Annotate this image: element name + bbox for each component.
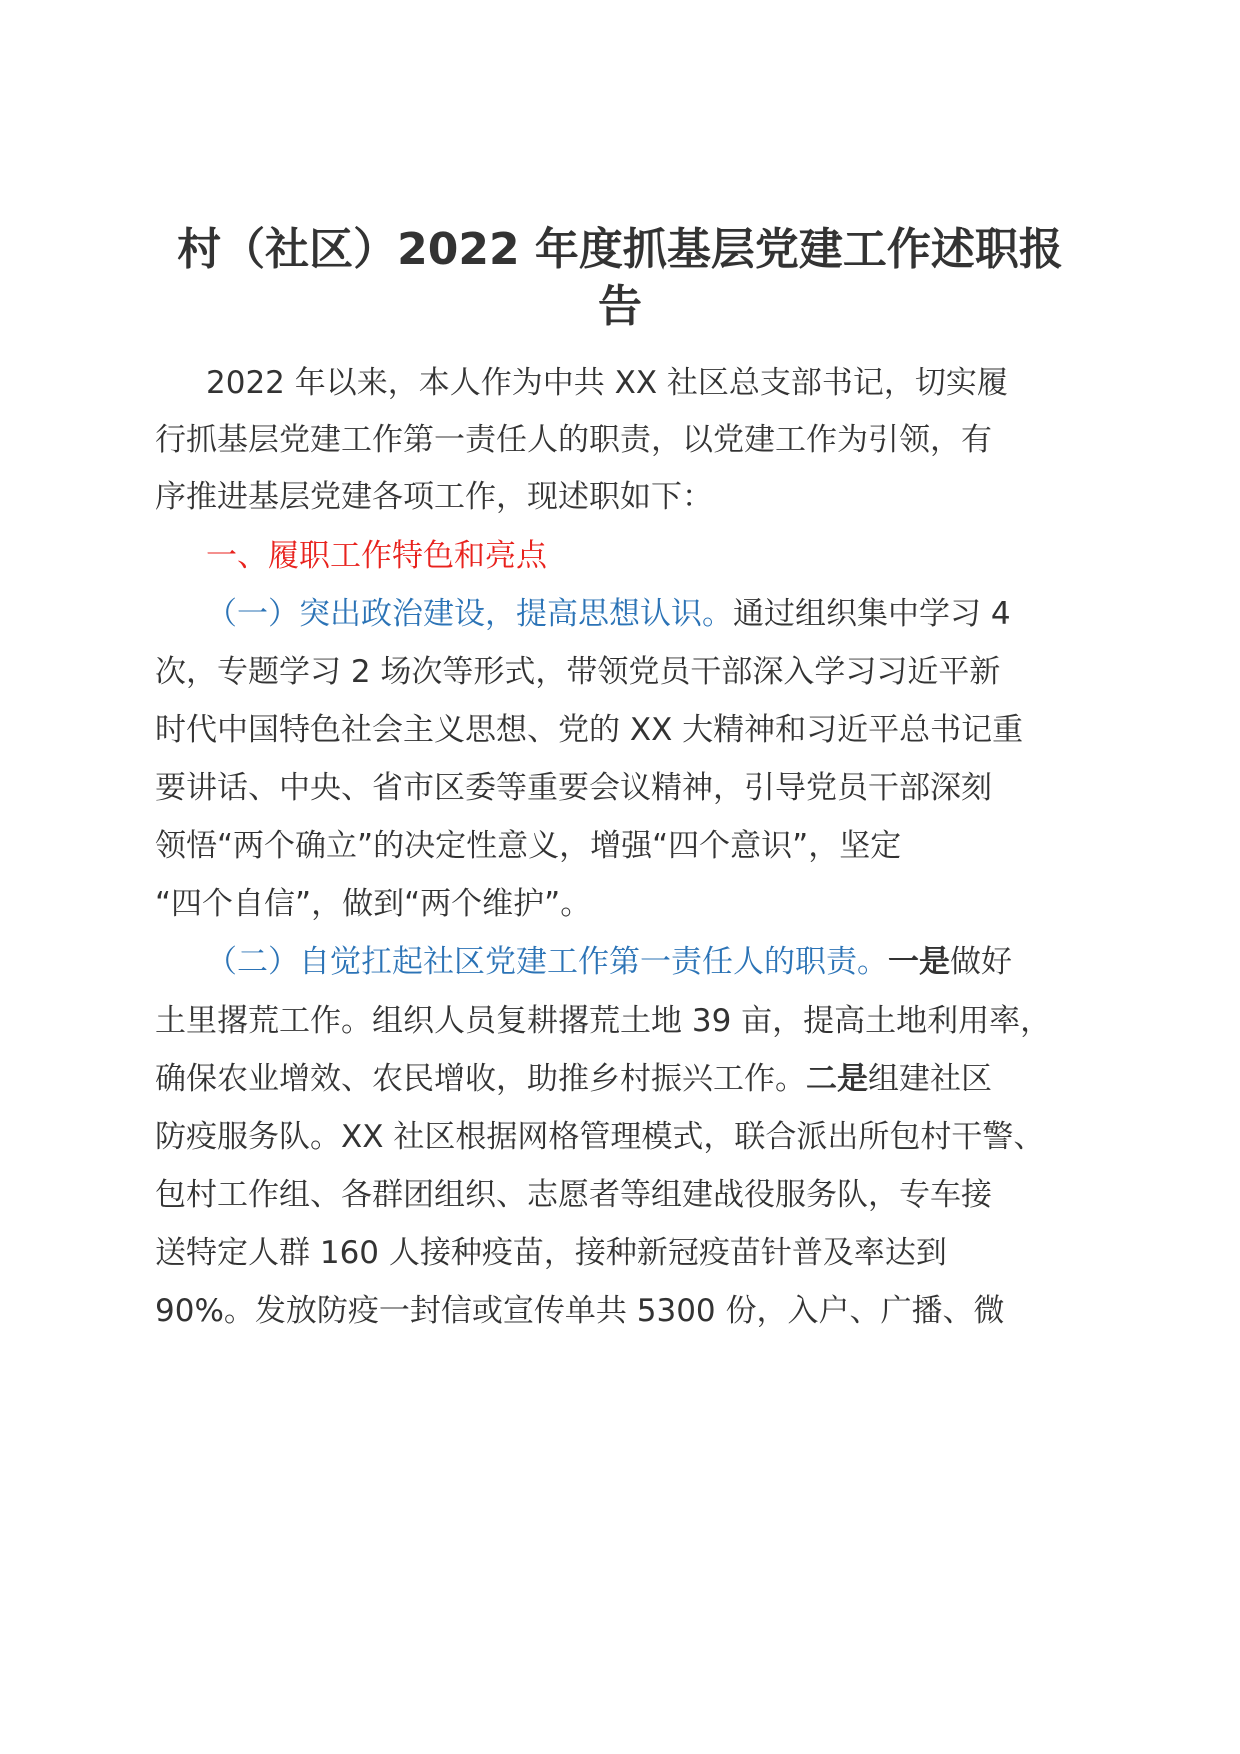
sub1-line-3: 时代中国特色社会主义思想、党的 XX 大精神和习近平总书记重	[155, 712, 1024, 748]
sub1-line-4: 要讲话、中央、省市区委等重要会议精神，引导党员干部深刻	[155, 770, 992, 806]
sub1-line-5: 领悟“两个确立”的决定性意义，增强“四个意识”，坚定	[155, 828, 902, 864]
sub1-line-2: 次，专题学习 2 场次等形式，带领党员干部深入学习习近平新	[155, 654, 1001, 690]
sub2-first-rest: 做好	[950, 944, 1012, 980]
sub2-line-5: 包村工作组、各群团组织、志愿者等组建战役服务队，专车接	[155, 1177, 992, 1213]
sub2-line-4: 防疫服务队。XX 社区根据网格管理模式，联合派出所包村干警、	[155, 1119, 1045, 1155]
sub2-first-bold: 一是	[888, 944, 950, 980]
section-1-heading: 一、履职工作特色和亮点	[206, 538, 547, 574]
intro-line-1: 2022 年以来，本人作为中共 XX 社区总支部书记，切实履	[206, 365, 1008, 401]
sub2-line-3	[155, 1061, 992, 1097]
sub2-line-3-bold: 二是	[806, 1061, 868, 1097]
sub2-first-line	[206, 944, 1012, 980]
document-title-line-1: 村（社区）2022 年度抓基层党建工作述职报	[177, 224, 1063, 275]
intro-line-2: 行抓基层党建工作第一责任人的职责，以党建工作为引领，有	[155, 422, 992, 458]
intro-line-3: 序推进基层党建各项工作，现述职如下：	[155, 479, 713, 515]
sub2-line-3-rest: 组建社区	[868, 1061, 992, 1097]
sub2-line-2: 土里撂荒工作。组织人员复耕撂荒土地 39 亩，提高土地利用率，	[155, 1003, 1052, 1039]
document-title-line-2: 告	[598, 281, 642, 332]
sub2-line-3-text: 确保农业增效、农民增收，助推乡村振兴工作。	[155, 1061, 806, 1097]
sub1-first-line-text: 通过组织集中学习 4	[733, 596, 1011, 632]
sub1-first-line	[206, 596, 1011, 632]
sub2-heading: （二）自觉扛起社区党建工作第一责任人的职责。	[206, 944, 888, 980]
sub2-line-7: 90%。发放防疫一封信或宣传单共 5300 份，入户、广播、微	[155, 1293, 1005, 1329]
sub2-line-6: 送特定人群 160 人接种疫苗，接种新冠疫苗针普及率达到	[155, 1235, 947, 1271]
sub1-line-6: “四个自信”，做到“两个维护”。	[155, 886, 592, 922]
sub1-heading: （一）突出政治建设，提高思想认识。	[206, 596, 733, 632]
